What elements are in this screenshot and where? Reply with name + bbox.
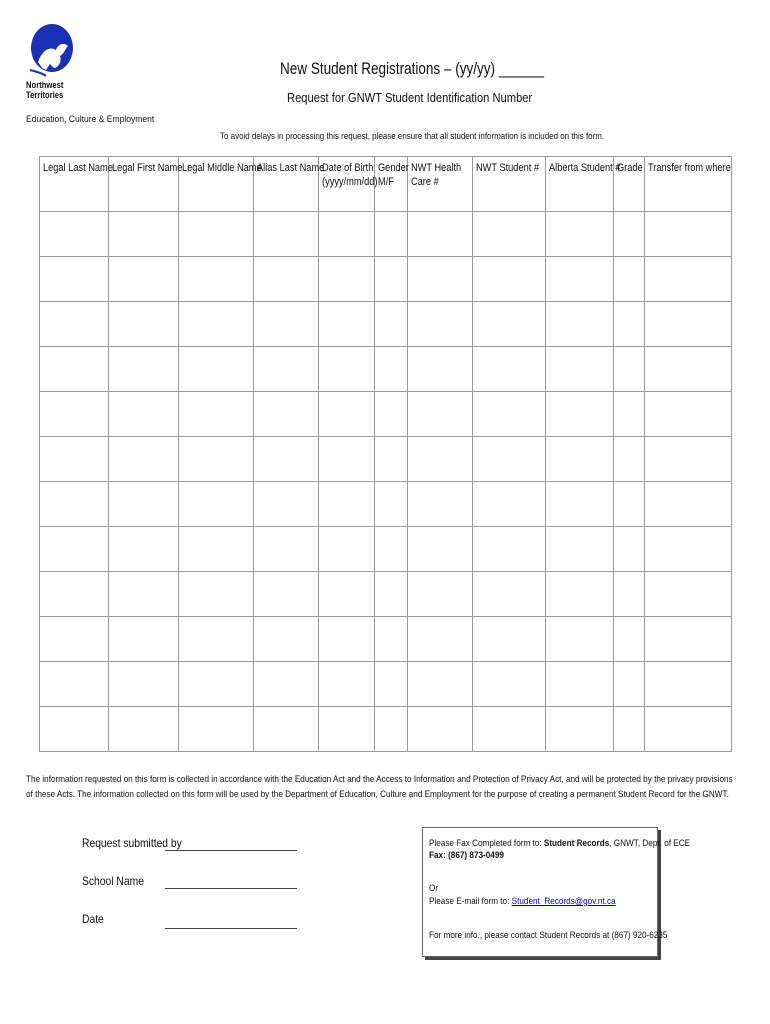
col-date-of-birth: Date of Birth (yyyy/mm/dd) [319,157,375,212]
table-cell[interactable] [40,662,109,707]
table-cell[interactable] [473,212,546,257]
table-cell[interactable] [179,572,254,617]
table-cell[interactable] [179,482,254,527]
table-cell[interactable] [546,257,614,302]
table-cell[interactable] [473,347,546,392]
table-cell[interactable] [319,392,375,437]
table-cell[interactable] [645,302,732,347]
table-cell[interactable] [40,257,109,302]
table-cell[interactable] [473,662,546,707]
table-cell[interactable] [473,617,546,662]
table-cell[interactable] [40,212,109,257]
table-cell[interactable] [645,257,732,302]
table-cell[interactable] [254,572,319,617]
table-cell[interactable] [375,617,408,662]
table-cell[interactable] [109,257,179,302]
table-cell[interactable] [645,662,732,707]
table-cell[interactable] [254,212,319,257]
table-cell[interactable] [375,212,408,257]
table-cell[interactable] [254,257,319,302]
table-cell[interactable] [319,527,375,572]
table-row [40,662,732,707]
table-cell[interactable] [375,437,408,482]
table-cell[interactable] [319,212,375,257]
table-cell[interactable] [645,572,732,617]
table-cell[interactable] [614,212,645,257]
table-cell[interactable] [645,482,732,527]
table-cell[interactable] [109,617,179,662]
table-cell[interactable] [645,527,732,572]
table-cell[interactable] [40,302,109,347]
table-cell[interactable] [546,617,614,662]
page-title: New Student Registrations – (yy/yy) ______ [280,60,544,78]
table-cell[interactable] [645,437,732,482]
table-cell[interactable] [408,302,473,347]
table-cell[interactable] [319,347,375,392]
table-cell[interactable] [109,707,179,752]
table-cell[interactable] [546,302,614,347]
table-cell[interactable] [408,392,473,437]
table-cell[interactable] [319,302,375,347]
table-row [40,392,732,437]
table-cell[interactable] [40,437,109,482]
table-cell[interactable] [614,302,645,347]
table-cell[interactable] [546,437,614,482]
table-cell[interactable] [408,257,473,302]
table-cell[interactable] [614,707,645,752]
table-cell[interactable] [375,572,408,617]
table-cell[interactable] [319,617,375,662]
email-link[interactable]: Student_Records@gov.nt.ca [511,896,616,907]
table-cell[interactable] [40,482,109,527]
table-cell[interactable] [109,392,179,437]
table-cell[interactable] [319,482,375,527]
table-row [40,212,732,257]
fax-instruction: Please Fax Completed form to: Student Records, GNWT, Dept. of ECE [429,838,691,849]
table-row [40,302,732,347]
table-cell[interactable] [254,437,319,482]
col-transfer-from-where: Transfer from where [645,157,732,212]
table-cell[interactable] [375,527,408,572]
table-cell[interactable] [614,437,645,482]
table-cell[interactable] [546,662,614,707]
privacy-notice: The information requested on this form is collected in accordance with the Education Act and the Access to Information and Protection of Privacy Act, and will be protected by the privacy provisions of these Acts. The information collected on this form will be used by the Department of Education, Culture and Employment for the purpose of creating a permanent Student Record for the GNWT. [26,774,733,800]
table-header-row [40,157,732,212]
table-cell[interactable] [408,482,473,527]
table-cell[interactable] [254,617,319,662]
col-legal-middle-name: Legal Middle Name [179,157,254,212]
table-cell[interactable] [254,347,319,392]
table-cell[interactable] [254,662,319,707]
table-cell[interactable] [109,302,179,347]
table-cell[interactable] [546,347,614,392]
table-cell[interactable] [375,662,408,707]
table-cell[interactable] [319,707,375,752]
table-cell[interactable] [408,662,473,707]
table-cell[interactable] [254,527,319,572]
table-cell[interactable] [179,212,254,257]
col-nwt-student-number: NWT Student # [473,157,546,212]
table-cell[interactable] [319,257,375,302]
table-cell[interactable] [109,572,179,617]
table-cell[interactable] [109,212,179,257]
logo-text: Northwest Territories [26,80,64,100]
table-cell[interactable] [614,347,645,392]
table-cell[interactable] [254,302,319,347]
table-cell[interactable] [614,527,645,572]
table-cell[interactable] [375,392,408,437]
table-cell[interactable] [319,662,375,707]
table-row [40,527,732,572]
or-text: Or [429,883,439,894]
col-grade: Grade [614,157,645,212]
table-cell[interactable] [179,392,254,437]
page-subtitle: Request for GNWT Student Identification Number [287,90,533,105]
table-cell[interactable] [614,482,645,527]
col-gender: Gender M/F [375,157,408,212]
table-cell[interactable] [408,437,473,482]
table-cell[interactable] [109,347,179,392]
table-cell[interactable] [408,527,473,572]
table-cell[interactable] [645,617,732,662]
table-cell[interactable] [473,527,546,572]
table-cell[interactable] [40,347,109,392]
table-cell[interactable] [40,707,109,752]
table-cell[interactable] [546,527,614,572]
school-name-line[interactable] [165,888,297,889]
table-cell[interactable] [40,527,109,572]
col-nwt-health-care: NWT Health Care # [408,157,473,212]
table-row [40,707,732,752]
table-cell[interactable] [408,212,473,257]
contact-box [422,827,691,957]
table-cell[interactable] [546,212,614,257]
date-line[interactable] [165,928,297,929]
table-cell[interactable] [179,662,254,707]
more-info-text: For more info., please contact Student Records at (867) 920-6235 [429,930,668,941]
table-row [40,347,732,392]
table-cell[interactable] [254,707,319,752]
table-cell[interactable] [375,257,408,302]
table-cell[interactable] [375,482,408,527]
table-cell[interactable] [473,392,546,437]
table-cell[interactable] [109,437,179,482]
table-row [40,572,732,617]
table-cell[interactable] [179,617,254,662]
table-cell[interactable] [614,572,645,617]
table-cell[interactable] [179,347,254,392]
table-cell[interactable] [109,662,179,707]
table-cell[interactable] [179,707,254,752]
registration-table [39,156,732,752]
table-cell[interactable] [109,482,179,527]
table-cell[interactable] [473,257,546,302]
email-instruction: Please E-mail form to: Student_Records@gov.nt.ca [429,896,616,907]
instruction-text: To avoid delays in processing this request, please ensure that all student information is included on this form. [220,131,605,142]
table-cell[interactable] [614,392,645,437]
table-cell[interactable] [546,572,614,617]
request-submitted-line[interactable] [165,850,297,851]
col-legal-first-name: Legal First Name [109,157,179,212]
table-cell[interactable] [319,572,375,617]
table-cell[interactable] [254,482,319,527]
table-cell[interactable] [546,482,614,527]
table-cell[interactable] [645,707,732,752]
table-cell[interactable] [319,437,375,482]
table-row [40,482,732,527]
table-row [40,437,732,482]
table-cell[interactable] [179,527,254,572]
table-cell[interactable] [645,212,732,257]
table-cell[interactable] [645,392,732,437]
table-cell[interactable] [375,347,408,392]
table-cell[interactable] [109,527,179,572]
table-cell[interactable] [546,707,614,752]
table-cell[interactable] [473,707,546,752]
table-cell[interactable] [40,617,109,662]
table-cell[interactable] [408,347,473,392]
col-alberta-student-number: Alberta Student # [546,157,614,212]
date-label: Date [82,912,104,926]
table-cell[interactable] [40,572,109,617]
table-cell[interactable] [473,572,546,617]
table-cell[interactable] [614,257,645,302]
table-cell[interactable] [408,617,473,662]
table-cell[interactable] [254,392,319,437]
department-name: Education, Culture & Employment [26,114,155,125]
table-cell[interactable] [40,392,109,437]
col-legal-last-name: Legal Last Name [40,157,109,212]
table-row [40,617,732,662]
table-cell[interactable] [408,572,473,617]
table-cell[interactable] [473,437,546,482]
school-name-label: School Name [82,874,144,888]
table-cell[interactable] [546,392,614,437]
table-cell[interactable] [645,347,732,392]
table-body [40,212,732,752]
table-cell[interactable] [179,257,254,302]
table-cell[interactable] [179,437,254,482]
table-cell[interactable] [375,707,408,752]
fax-number: Fax: (867) 873-0499 [429,850,504,861]
table-cell[interactable] [473,302,546,347]
table-cell[interactable] [614,617,645,662]
table-cell[interactable] [408,707,473,752]
table-cell[interactable] [375,302,408,347]
table-cell[interactable] [473,482,546,527]
table-cell[interactable] [614,662,645,707]
col-alias-last-name: Alias Last Name [254,157,319,212]
table-row [40,257,732,302]
request-submitted-label: Request submitted by [82,836,182,850]
table-cell[interactable] [179,302,254,347]
